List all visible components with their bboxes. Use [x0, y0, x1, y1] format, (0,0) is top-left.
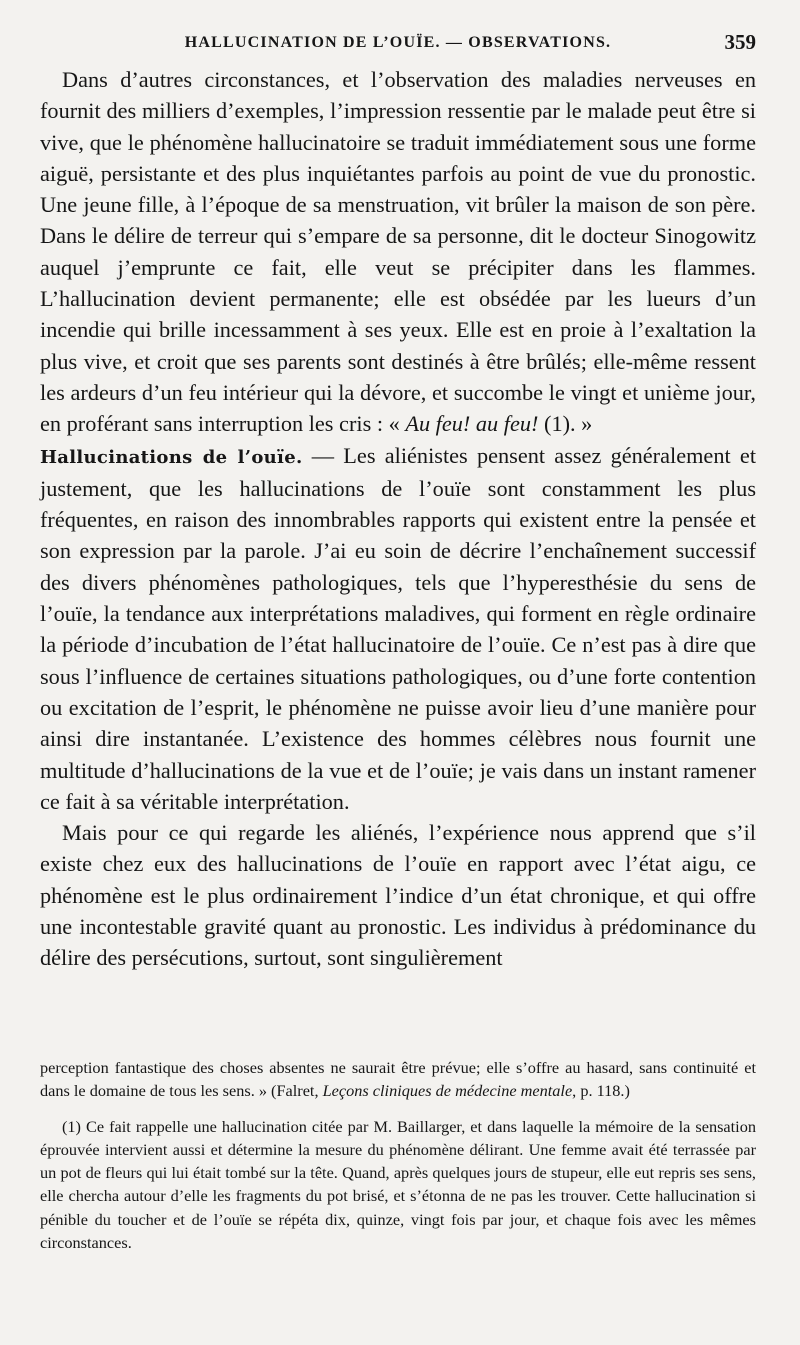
running-head	[40, 30, 756, 64]
paragraph-1-italic: Au feu! au feu!	[405, 411, 539, 437]
paragraph-1	[40, 64, 756, 440]
paragraph-2-text: — Les aliénistes pensent assez généralement et justement, que les hallucinations de l’ouïe sont constamment les plus fréquentes, en raison des innombrables rapports qui existent entre la pensée et son expression par la parole. J’ai eu soin de décrire l’enchaînement successif des divers phénomènes pathologiques, tels que l’hyperesthésie du sens de l’ouïe, la tendance aux interprétations maladives, qui forment en règle ordinaire la période d’incubation de l’état hallucinatoire de l’ouïe. Ce n’est pas à dire que sous l’influence de certaines situations pathologiques, ou d’une forte contention ou excitation de l’esprit, le phénomène ne puisse avoir lieu d’une manière pour ainsi dire instantanée. L’existence des hommes célèbres nous fournit une multitude d’hallucinations de la vue et de l’ouïe; je vais dans un instant ramener ce fait à sa véritable interprétation.	[40, 442, 757, 814]
footnote-continuation-text: perception fantastique des choses absentes ne saurait être prévue; elle s’offre au hasard, sans continuité et dans le domaine de tous les sens. » (Falret,	[40, 1058, 756, 1101]
footnote-continuation-italic: Leçons cliniques de médecine mentale	[322, 1081, 573, 1101]
running-title: HALLUCINATION DE L’OUÏE. — OBSERVATIONS.	[184, 34, 612, 51]
section-label: Hallucinations de l’ouïe.	[40, 446, 303, 468]
page-number: 359	[724, 30, 756, 54]
paragraph-3	[40, 817, 756, 973]
footnote-continuation-end: , p. 118.)	[572, 1081, 630, 1101]
paragraph-1-end: (1). »	[538, 411, 593, 437]
footnote-1: (1) Ce fait rappelle une hallucination citée par M. Baillarger, et dans laquelle la mémoire de la sensation éprouvée intervient aussi et détermine la mesure du phénomène délirant. Une femme avait été terrassée par un pot de fleurs qui lui était tombé sur la tête. Quand, après quelques jours de stupeur, elle eut repris ses sens, elle chercha autour d’elle les fragments du pot brisé, et s’étonna de ne pas les trouver. Cette hallucination si pénible du toucher et de l’ouïe se répéta dix, quinze, vingt fois par jour, et chaque fois avec les mêmes circonstances.	[40, 1116, 756, 1253]
paragraph-2	[40, 440, 756, 818]
paragraph-1-text: Dans d’autres circonstances, et l’observation des maladies nerveuses en fournit des milliers d’exemples, l’impression ressentie par le malade peut être si vive, que le phénomène hallucinatoire se traduit immédiatement sous une forme aiguë, persistante et des plus inquiétantes parfois au point de vue du pronostic. Une jeune fille, à l’époque de sa menstruation, vit brûler la maison de son père. Dans le délire de terreur qui s’empare de sa personne, dit le docteur Sinogowitz auquel j’emprunte ce fait, elle veut se précipiter dans les flammes. L’hallucination devient permanente; elle est obsédée par les lueurs d’un incendie qui brille incessamment à ses yeux. Elle est en proie à l’exaltation la plus vive, et croit que ses parents sont destinés à être brûlés; elle-même ressent les ardeurs d’un feu intérieur qui la dévore, et succombe le vingt et unième jour, en proférant sans interruption les cris : «	[40, 67, 756, 437]
footnote-continuation	[40, 1056, 756, 1103]
footnotes	[40, 1056, 756, 1254]
paragraph-3-text: Mais pour ce qui regarde les aliénés, l’expérience nous apprend que s’il existe chez eux des hallucinations de l’ouïe en rapport avec l’état aigu, ce phénomène est le plus ordinairement l’indice d’un état chronique, et qui offre une incontestable gravité quant au pronostic. Les individus à prédominance du délire des persécutions, surtout, sont singulièrement	[40, 820, 756, 971]
main-text	[40, 64, 756, 974]
